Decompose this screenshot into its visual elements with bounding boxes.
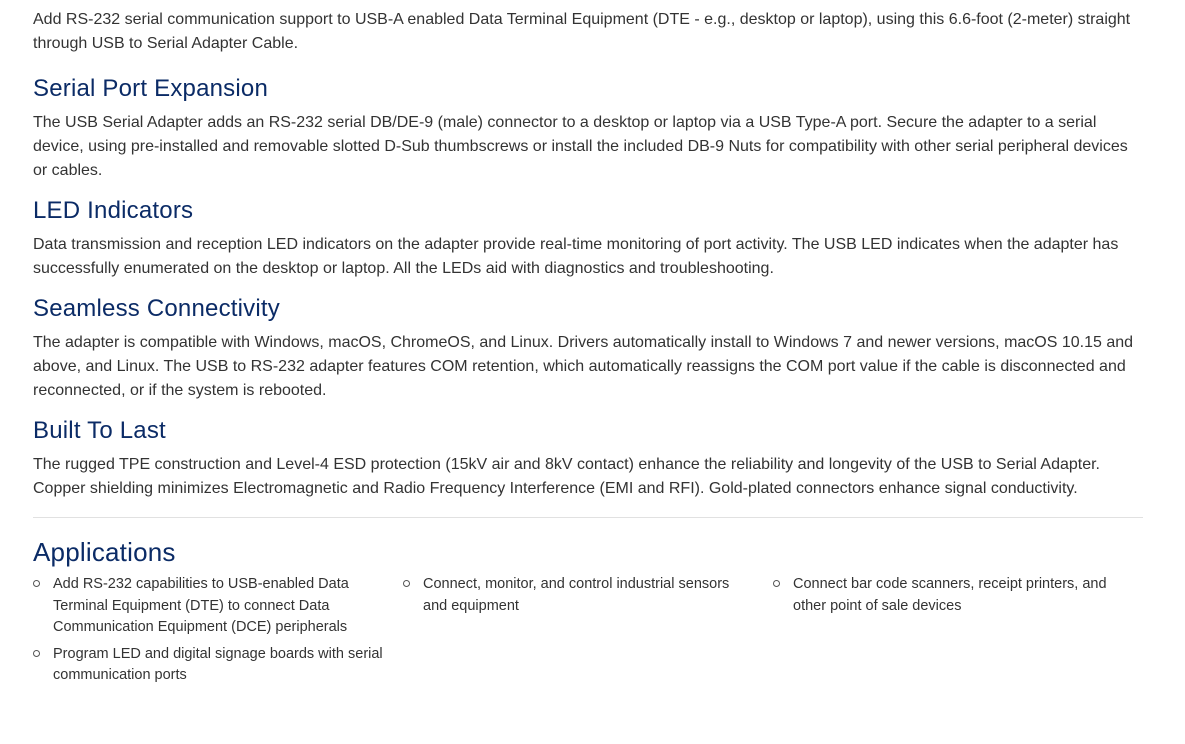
bullet-circle-icon xyxy=(33,650,40,657)
list-item xyxy=(33,644,403,687)
bullet-circle-icon xyxy=(773,580,780,587)
applications-list xyxy=(33,574,1143,692)
list-item-text: Add RS-232 capabilities to USB-enabled Data Terminal Equipment (DTE) to connect Data Communication Equipment (DCE) peripherals xyxy=(53,576,349,635)
intro-paragraph: Add RS-232 serial communication support to USB-A enabled Data Terminal Equipment (DTE - e.g., desktop or laptop), using this 6.6-foot (2-meter) straight through USB to Serial Adapter Cable. xyxy=(33,11,1131,52)
bullet-circle-icon xyxy=(33,580,40,587)
section-title-built-to-last: Built To Last xyxy=(33,417,166,444)
applications-title: Applications xyxy=(33,537,176,567)
section-title-seamless-connectivity: Seamless Connectivity xyxy=(33,295,280,322)
section-text-led-indicators: Data transmission and reception LED indicators on the adapter provide real-time monitoring of port activity. The USB LED indicates when the adapter has successfully enumerated on the desktop or laptop. All the LEDs aid with diagnostics and troubleshooting. xyxy=(33,236,1119,277)
list-item xyxy=(773,574,1143,639)
section-title-serial-port-expansion: Serial Port Expansion xyxy=(33,75,268,102)
list-item-text: Connect bar code scanners, receipt printers, and other point of sale devices xyxy=(793,576,1107,614)
product-overview xyxy=(33,0,1143,692)
list-item-text: Program LED and digital signage boards with serial communication ports xyxy=(53,645,383,683)
section-text-serial-port-expansion: The USB Serial Adapter adds an RS-232 serial DB/DE-9 (male) connector to a desktop or laptop via a USB Type-A port. Secure the adapter to a serial device, using pre-installed and removable slotted D-Sub thumbscrews or install the included DB-9 Nuts for compatibility with other serial peripheral devices or cables. xyxy=(33,114,1128,179)
section-title-led-indicators: LED Indicators xyxy=(33,197,194,224)
list-item xyxy=(33,574,403,639)
section-text-built-to-last: The rugged TPE construction and Level-4 ESD protection (15kV air and 8kV contact) enhance the reliability and longevity of the USB to Serial Adapter. Copper shielding minimizes Electromagnetic and Radio Frequency Interference (EMI and RFI). Gold-plated connectors enhance signal conductivity. xyxy=(33,456,1100,497)
bullet-circle-icon xyxy=(403,580,410,587)
list-item-text: Connect, monitor, and control industrial sensors and equipment xyxy=(423,576,730,614)
section-text-seamless-connectivity: The adapter is compatible with Windows, macOS, ChromeOS, and Linux. Drivers automatically install to Windows 7 and newer versions, macOS 10.15 and above, and Linux. The USB to RS-232 adapter features COM retention, which automatically reassigns the COM port value if the cable is disconnected and reconnected, or if the system is rebooted. xyxy=(33,334,1134,399)
section-divider xyxy=(33,517,1143,518)
list-item xyxy=(403,574,773,639)
